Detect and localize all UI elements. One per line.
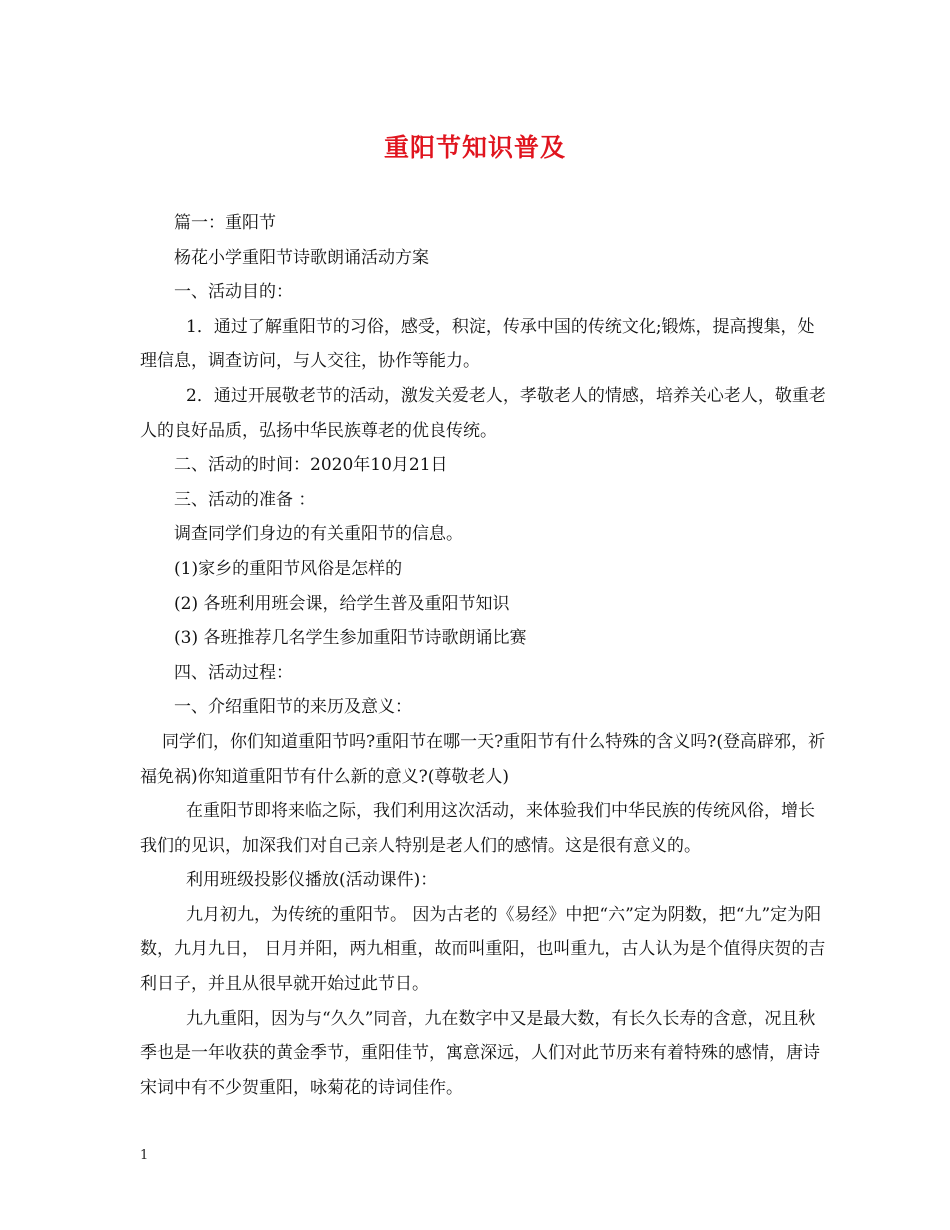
document-title: 重阳节知识普及 xyxy=(383,133,566,162)
paragraph: 三、活动的准备 ： xyxy=(174,489,316,510)
paragraph: 利用班级投影仪播放(活动课件)： xyxy=(186,870,438,891)
document-body xyxy=(140,206,830,1105)
paragraph: 九九重阳，因为与“久久”同音，九在数字中又是最大数，有长久长寿的含意，况且秋季也是一年收获的黄金季节，重阳佳节，寓意深远，人们对此节历来有着特殊的感情，唐诗宋词中有不少贺重阳，咏菊花的诗词佳作。 xyxy=(140,1008,820,1098)
paragraph: (1)家乡的重阳节风俗是怎样的 xyxy=(174,558,403,579)
paragraph: 调查同学们身边的有关重阳节的信息。 xyxy=(174,524,463,545)
paragraph: 在重阳节即将来临之际，我们利用这次活动，来体验我们中华民族的传统风俗，增长我们的见识，加深我们对自己亲人特别是老人们的感情。这是很有意义的。 xyxy=(140,801,815,856)
paragraph: 二、活动的时间：2020年10月21日 xyxy=(174,455,448,476)
paragraph: 同学们，你们知道重阳节吗?重阳节在哪一天?重阳节有什么特殊的含义吗?(登高辟邪，祈福免祸)你知道重阳节有什么新的意义?(尊敬老人) xyxy=(140,731,825,787)
paragraph: (3) 各班推荐几名学生参加重阳节诗歌朗诵比赛 xyxy=(174,628,527,649)
paragraph: 九月初九，为传统的重阳节。 因为古老的《易经》中把“六”定为阴数，把“九”定为阳数，九月九日， 日月并阳，两九相重，故而叫重阳，也叫重九，古人认为是个值得庆贺的吉利日子，并且从很早就开始过此节日。 xyxy=(140,904,826,995)
paragraph: (2) 各班利用班会课，给学生普及重阳节知识 xyxy=(174,593,510,614)
page-number: 1 xyxy=(140,1148,149,1163)
paragraph: 四、活动过程： xyxy=(174,662,293,683)
paragraph: 杨花小学重阳节诗歌朗诵活动方案 xyxy=(174,247,429,268)
paragraph: 篇一：重阳节 xyxy=(174,213,276,233)
paragraph: 2．通过开展敬老节的活动，激发关爱老人，孝敬老人的情感，培养关心老人，敬重老人的良好品质，弘扬中华民族尊老的优良传统。 xyxy=(140,385,826,441)
paragraph: 一、活动目的： xyxy=(174,282,293,303)
paragraph: 一、介绍重阳节的来历及意义： xyxy=(174,697,412,718)
paragraph: 1．通过了解重阳节的习俗，感受，积淀，传承中国的传统文化;锻炼，提高搜集，处理信息，调查访问，与人交往，协作等能力。 xyxy=(140,316,815,372)
